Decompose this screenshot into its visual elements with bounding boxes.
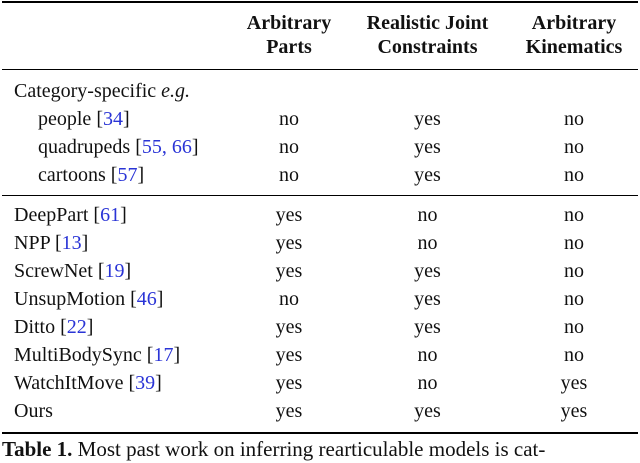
ref-bracket-open: [ <box>130 136 142 158</box>
citation-link[interactable]: 34 <box>102 108 123 130</box>
citation-link[interactable]: 61 <box>100 204 121 226</box>
row-name-text: Ditto <box>14 316 56 338</box>
value-cell: no <box>564 204 584 226</box>
value-cell: yes <box>275 372 303 394</box>
row-name <box>14 230 88 256</box>
citation-link[interactable]: 19 <box>104 260 125 282</box>
value-cell: yes <box>414 316 441 338</box>
row-name-text: people <box>38 108 92 130</box>
row-name <box>14 370 162 396</box>
value-cell: yes <box>275 400 303 422</box>
ref-bracket-close: ] <box>191 136 199 158</box>
value-cell: no <box>417 372 438 394</box>
row-name-text: ScrewNet <box>14 260 93 282</box>
header-line: Constraints <box>377 36 478 58</box>
header-realistic-joint-constraints <box>350 11 505 59</box>
row-name-text: UnsupMotion <box>14 288 126 310</box>
row-name <box>38 162 144 188</box>
ref-bracket-close: ] <box>120 204 127 226</box>
group-label-text: Category-specific <box>14 80 162 102</box>
value-cell: yes <box>414 108 441 130</box>
citation-link[interactable]: 46 <box>136 288 157 310</box>
value-cell: no <box>279 136 299 158</box>
ref-bracket-close: ] <box>81 232 89 254</box>
row-name-text: Ours <box>14 400 53 422</box>
table-bottom-rule <box>2 432 638 434</box>
row-name <box>38 106 130 132</box>
section-rule <box>2 195 638 196</box>
row-name <box>14 342 180 368</box>
ref-bracket-open: [ <box>141 344 154 366</box>
header-line: Realistic Joint <box>366 12 489 34</box>
table-caption <box>2 435 545 463</box>
row-name-text: WatchItMove <box>14 372 124 394</box>
ref-bracket-close: ] <box>173 344 181 366</box>
citation-link[interactable]: 17 <box>153 344 174 366</box>
row-name <box>14 202 127 228</box>
table-top-rule <box>2 1 638 3</box>
value-cell: yes <box>275 260 303 282</box>
ref-bracket-open: [ <box>88 204 101 226</box>
ref-bracket-open: [ <box>91 108 103 130</box>
header-arbitrary-parts <box>229 11 349 59</box>
value-cell: yes <box>414 136 441 158</box>
value-cell: yes <box>560 400 588 422</box>
row-name <box>14 286 163 312</box>
row-name <box>14 314 93 340</box>
ref-bracket-open: [ <box>92 260 105 282</box>
value-cell: no <box>279 108 299 130</box>
citation-link[interactable]: 57 <box>117 164 138 186</box>
value-cell: yes <box>414 164 441 186</box>
ref-bracket-close: ] <box>155 372 162 394</box>
value-cell: yes <box>414 400 441 422</box>
ref-bracket-close: ] <box>86 316 94 338</box>
ref-bracket-open: [ <box>55 316 67 338</box>
citation-link[interactable]: 22 <box>66 316 87 338</box>
value-cell: no <box>564 136 584 158</box>
value-cell: no <box>564 260 584 282</box>
value-cell: no <box>417 344 438 366</box>
value-cell: yes <box>275 204 303 226</box>
ref-bracket-open: [ <box>49 232 62 254</box>
ref-bracket-open: [ <box>123 372 136 394</box>
ref-bracket-open: [ <box>105 164 118 186</box>
header-line: Arbitrary <box>531 12 617 34</box>
value-cell: no <box>564 108 584 130</box>
citation-link[interactable]: 13 <box>61 232 82 254</box>
header-rule <box>2 69 638 70</box>
row-name-text: quadrupeds <box>38 136 131 158</box>
row-name <box>38 134 199 160</box>
row-name <box>14 398 53 424</box>
value-cell: yes <box>275 344 303 366</box>
ref-bracket-close: ] <box>124 260 132 282</box>
value-cell: no <box>279 288 299 310</box>
ref-bracket-close: ] <box>122 108 130 130</box>
ref-bracket-close: ] <box>137 164 145 186</box>
row-name-text: DeepPart <box>14 204 89 226</box>
value-cell: yes <box>275 316 303 338</box>
value-cell: no <box>417 204 438 226</box>
row-name-text: cartoons <box>38 164 106 186</box>
row-name <box>14 258 131 284</box>
value-cell: no <box>564 288 584 310</box>
value-cell: no <box>564 316 584 338</box>
header-line: Kinematics <box>525 36 623 58</box>
header-line: Parts <box>266 36 312 58</box>
ref-bracket-open: [ <box>125 288 137 310</box>
value-cell: no <box>417 232 438 254</box>
citation-link[interactable]: 39 <box>135 372 156 394</box>
row-name-text: NPP <box>14 232 50 254</box>
header-line: Arbitrary <box>246 12 332 34</box>
citation-link[interactable]: 55, 66 <box>141 136 192 158</box>
ref-bracket-close: ] <box>156 288 164 310</box>
row-name-text: MultiBodySync <box>14 344 142 366</box>
caption-text: Most past work on inferring rearticulable models is cat- <box>72 437 546 461</box>
group-label-italic: e.g. <box>161 80 191 102</box>
value-cell: no <box>564 232 584 254</box>
value-cell: yes <box>414 260 441 282</box>
group-label <box>14 78 190 104</box>
header-arbitrary-kinematics <box>510 11 638 59</box>
value-cell: no <box>564 164 584 186</box>
value-cell: yes <box>275 232 303 254</box>
value-cell: yes <box>560 372 588 394</box>
value-cell: no <box>564 344 584 366</box>
caption-label: Table 1. <box>2 437 73 461</box>
value-cell: no <box>279 164 299 186</box>
value-cell: yes <box>414 288 441 310</box>
